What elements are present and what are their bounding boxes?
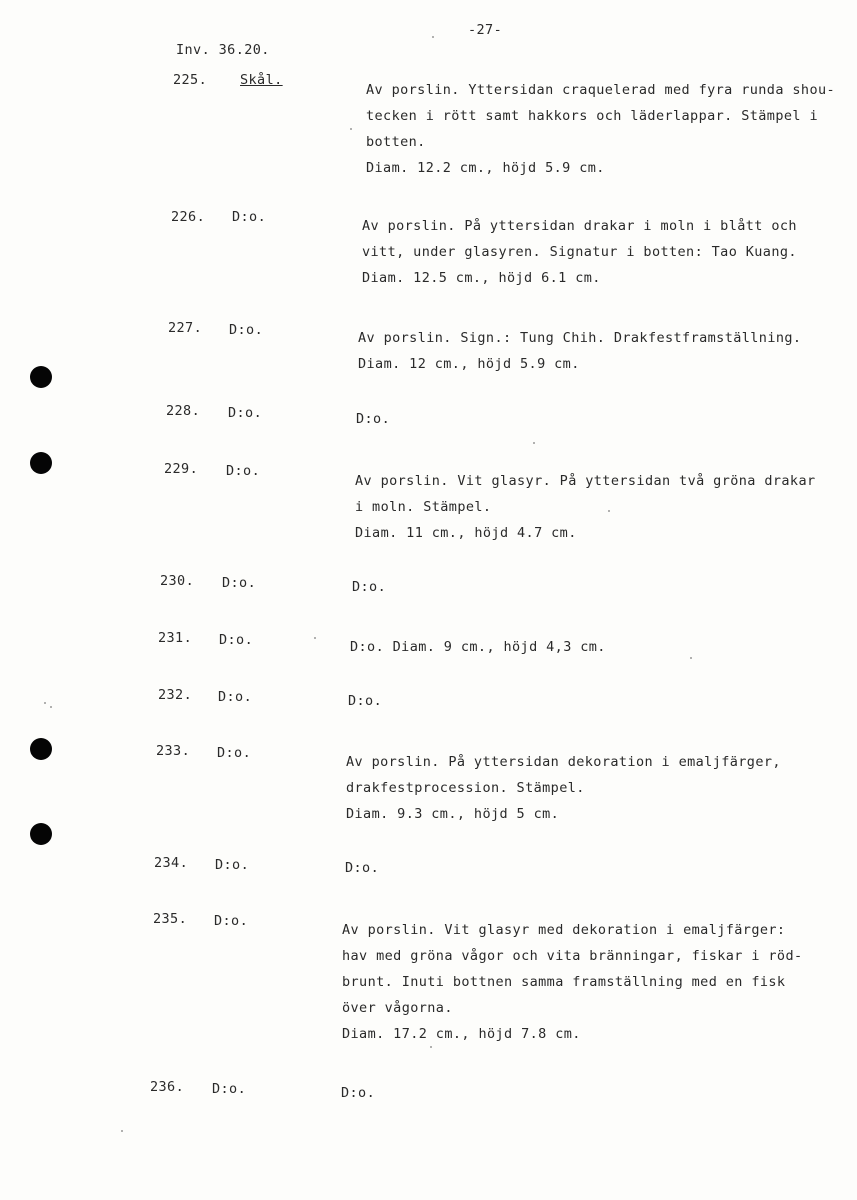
description-line: Diam. 17.2 cm., höjd 7.8 cm. (342, 1026, 581, 1042)
description-line: D:o. (348, 693, 383, 709)
description-line: Av porslin. Sign.: Tung Chih. Drakfestframställning. (358, 330, 802, 346)
entry-description (358, 325, 801, 377)
description-line: Diam. 12 cm., höjd 5.9 cm. (358, 356, 580, 372)
entry-number: 233. (156, 743, 191, 759)
entry-number: 232. (158, 687, 193, 703)
entry-number: 225. (173, 72, 208, 88)
entry-description (350, 634, 606, 660)
entry-label: D:o. (219, 632, 254, 648)
entry-number: 230. (160, 573, 195, 589)
entry-label: D:o. (212, 1081, 247, 1097)
scan-speck (121, 1130, 123, 1132)
description-line: D:o. (356, 411, 391, 427)
scan-speck (350, 128, 352, 130)
description-line: över vågorna. (342, 1000, 453, 1016)
description-line: Diam. 12.5 cm., höjd 6.1 cm. (362, 270, 601, 286)
scan-speck (44, 702, 46, 704)
entry-label: D:o. (214, 913, 249, 929)
description-line: Av porslin. Vit glasyr med dekoration i emaljfärger: (342, 922, 786, 938)
entry-description (362, 213, 797, 291)
page-number: -27- (468, 22, 503, 38)
scan-speck (314, 637, 316, 639)
entry-description (346, 749, 781, 827)
entry-description (345, 855, 379, 881)
entry-label: D:o. (222, 575, 257, 591)
punch-hole-icon (30, 452, 52, 474)
description-line: Av porslin. Yttersidan craquelerad med fyra runda shou- (366, 82, 836, 98)
entry-description (342, 917, 803, 1047)
entry-label: D:o. (215, 857, 250, 873)
description-line: D:o. (352, 579, 387, 595)
punch-hole-icon (30, 823, 52, 845)
description-line: Av porslin. På yttersidan drakar i moln i blått och (362, 218, 797, 234)
inventory-number: Inv. 36.20. (176, 42, 270, 58)
entry-description (352, 574, 386, 600)
description-line: Diam. 11 cm., höjd 4.7 cm. (355, 525, 577, 541)
entry-label: Skål. (240, 72, 283, 88)
scan-speck (432, 36, 434, 38)
description-line: brunt. Inuti bottnen samma framställning med en fisk (342, 974, 786, 990)
description-line: tecken i rött samt hakkors och läderlappar. Stämpel i (366, 108, 818, 124)
entry-number: 227. (168, 320, 203, 336)
entry-label: D:o. (232, 209, 267, 225)
description-line: D:o. Diam. 9 cm., höjd 4,3 cm. (350, 639, 606, 655)
entry-label: D:o. (218, 689, 253, 705)
punch-hole-icon (30, 366, 52, 388)
entry-description (355, 468, 816, 546)
entry-label: D:o. (228, 405, 263, 421)
entry-number: 236. (150, 1079, 185, 1095)
entry-number: 234. (154, 855, 189, 871)
entry-description (341, 1080, 375, 1106)
punch-hole-icon (30, 738, 52, 760)
description-line: i moln. Stämpel. (355, 499, 492, 515)
description-line: Diam. 9.3 cm., höjd 5 cm. (346, 806, 560, 822)
scan-speck (50, 706, 52, 708)
description-line: D:o. (341, 1085, 376, 1101)
entry-description (348, 688, 382, 714)
description-line: botten. (366, 134, 426, 150)
entry-number: 226. (171, 209, 206, 225)
entry-number: 231. (158, 630, 193, 646)
entry-label: D:o. (217, 745, 252, 761)
description-line: Diam. 12.2 cm., höjd 5.9 cm. (366, 160, 605, 176)
description-line: hav med gröna vågor och vita bränningar, fiskar i röd- (342, 948, 803, 964)
entry-label: D:o. (226, 463, 261, 479)
entry-number: 229. (164, 461, 199, 477)
scan-speck (690, 657, 692, 659)
entry-number: 235. (153, 911, 188, 927)
scan-speck (533, 442, 535, 444)
description-line: vitt, under glasyren. Signatur i botten: Tao Kuang. (362, 244, 797, 260)
entry-description (366, 77, 835, 181)
description-line: Av porslin. Vit glasyr. På yttersidan två gröna drakar (355, 473, 816, 489)
entry-description (356, 406, 390, 432)
entry-number: 228. (166, 403, 201, 419)
description-line: drakfestprocession. Stämpel. (346, 780, 585, 796)
description-line: Av porslin. På yttersidan dekoration i emaljfärger, (346, 754, 781, 770)
description-line: D:o. (345, 860, 380, 876)
entry-label: D:o. (229, 322, 264, 338)
